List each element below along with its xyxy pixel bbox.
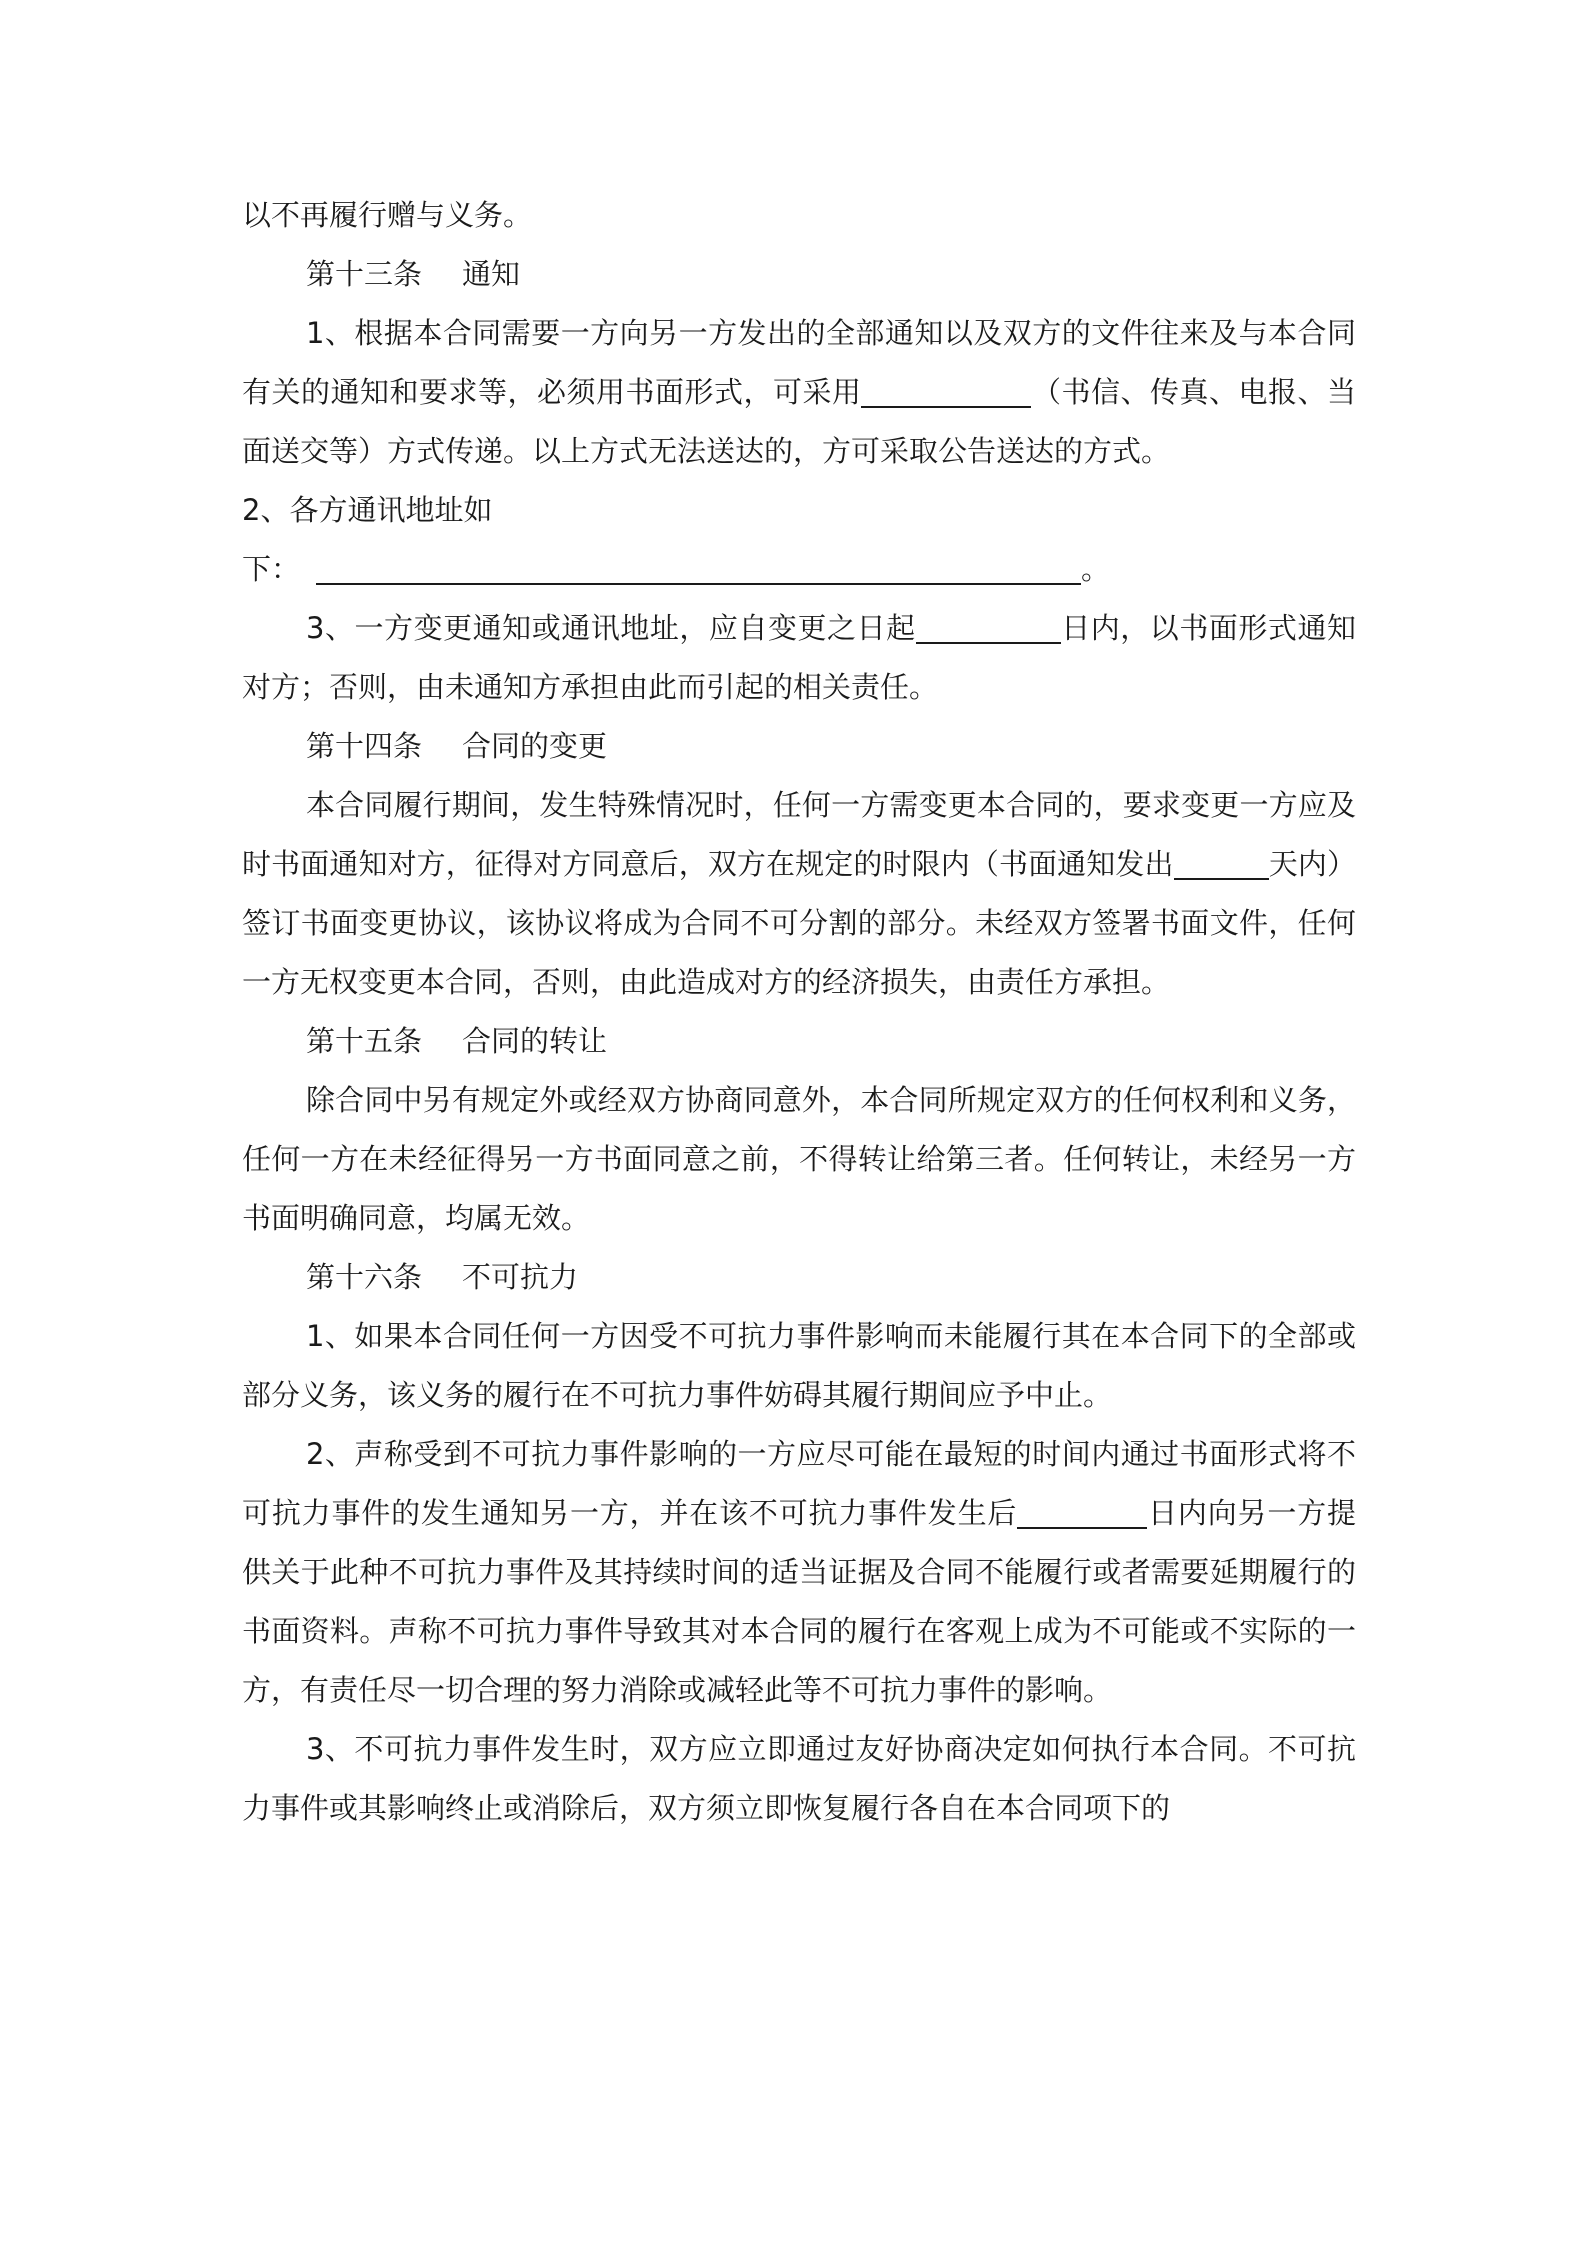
article-13-clause-2-address: 下： 。 [242,552,1111,586]
article-13-clause-3: 3、一方变更通知或通讯地址，应自变更之日起 日内，以书面形式通知对方；否则，由未通知方承担由此而引起的相关责任。 [242,611,1356,704]
article-16-heading: 第十六条 不可抗力 [306,1260,579,1294]
continuation-line: 以不再履行赠与义务。 [242,198,533,232]
article-15-heading: 第十五条 合同的转让 [306,1024,608,1058]
amendment-days-blank[interactable] [1174,848,1269,880]
article-13-clause-1: 1、根据本合同需要一方向另一方发出的全部通知以及双方的文件往来及与本合同有关的通知和要求等，必须用书面形式，可采用 （书信、传真、电报、当面送交等）方式传递。以上方式无法送达的，方可采取公告送达的方式。 [242,316,1356,468]
article-14-body: 本合同履行期间，发生特殊情况时，任何一方需变更本合同的，要求变更一方应及时书面通知对方，征得对方同意后，双方在规定的时限内（书面通知发出 天内）签订书面变更协议，该协议将成为合同不可分割的部分。未经双方签署书面文件，任何一方无权变更本合同，否则，由此造成对方的经济损失，由责任方承担。 [242,788,1356,999]
article-15-body: 除合同中另有规定外或经双方协商同意外，本合同所规定双方的任何权利和义务，任何一方在未经征得另一方书面同意之前，不得转让给第三者。任何转让，未经另一方书面明确同意，均属无效。 [242,1083,1356,1235]
article-14-heading: 第十四条 合同的变更 [306,729,608,763]
change-notice-days-blank[interactable] [916,612,1061,644]
force-majeure-days-blank[interactable] [1017,1497,1147,1529]
article-16-clause-1: 1、如果本合同任何一方因受不可抗力事件影响而未能履行其在本合同下的全部或部分义务，该义务的履行在不可抗力事件妨碍其履行期间应予中止。 [242,1319,1356,1412]
article-16-clause-3: 3、不可抗力事件发生时，双方应立即通过友好协商决定如何执行本合同。不可抗力事件或其影响终止或消除后，双方须立即恢复履行各自在本合同项下的 [242,1732,1356,1825]
article-16-clause-2: 2、声称受到不可抗力事件影响的一方应尽可能在最短的时间内通过书面形式将不可抗力事件的发生通知另一方，并在该不可抗力事件发生后 日内向另一方提供关于此种不可抗力事件及其持续时间的适当证据及合同不能履行或者需要延期履行的书面资料。声称不可抗力事件导致其对本合同的履行在客观上成为不可能或不实际的一方，有责任尽一切合理的努力消除或减轻此等不可抗力事件的影响。 [242,1437,1356,1707]
address-blank[interactable] [316,553,1081,585]
article-13-heading: 第十三条 通知 [306,257,521,291]
document-page [242,186,1356,1838]
article-13-clause-2: 2、各方通讯地址如 [242,493,493,527]
delivery-method-blank[interactable] [861,376,1031,408]
